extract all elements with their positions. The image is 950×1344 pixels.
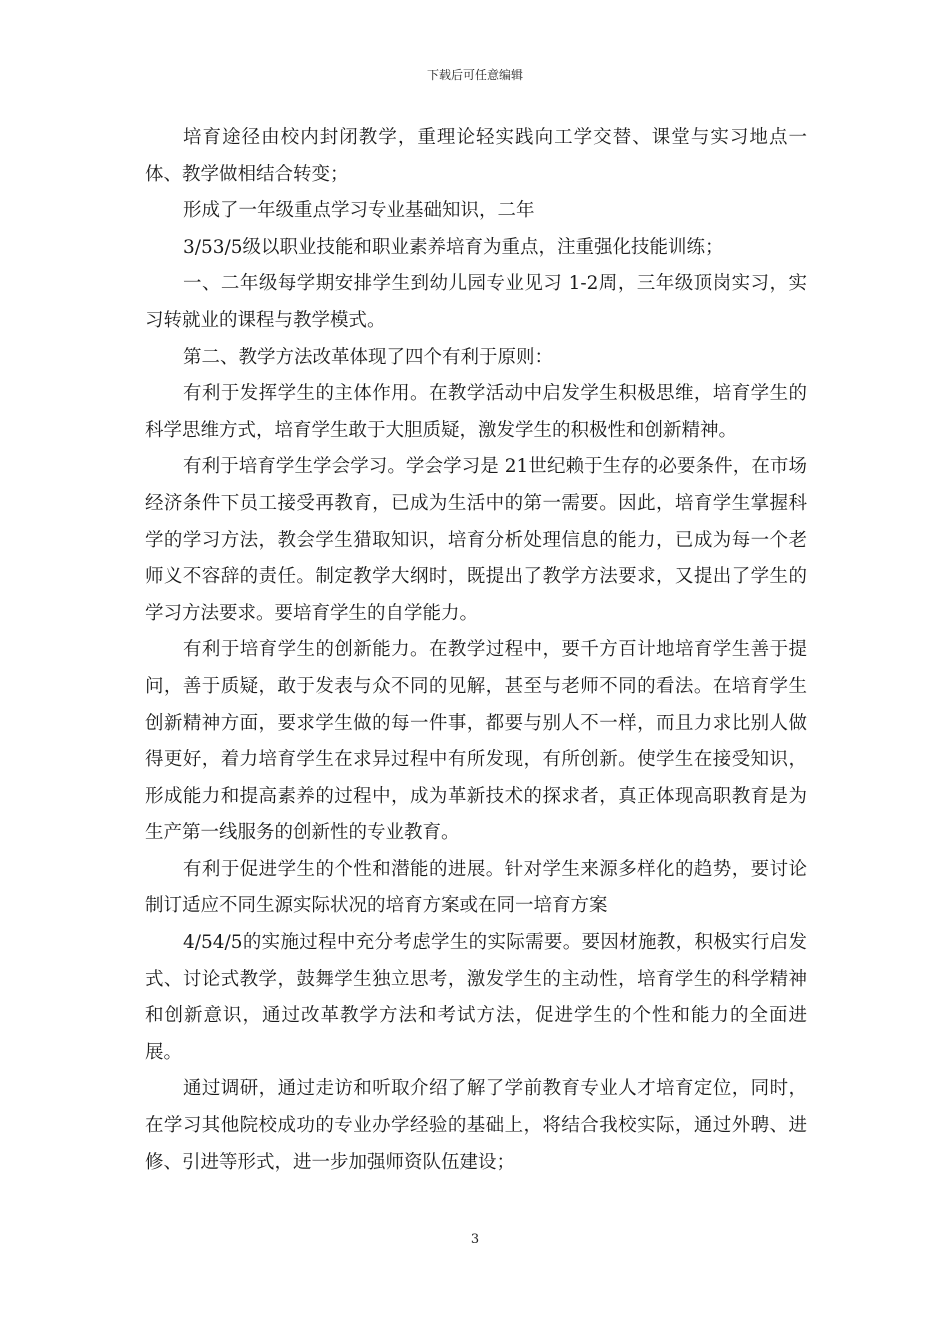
page-header: 下载后可任意编辑	[426, 68, 523, 82]
paragraph-student-role: 有利于发挥学生的主体作用。在教学活动中启发学生积极思维，培育学生的科学思维方式，培育学生敢于大胆质疑，激发学生的积极性和创新精神。	[145, 383, 807, 441]
paragraph-teaching-method-heading: 第二、教学方法改革体现了四个有利于原则：	[183, 346, 554, 368]
paragraph-skill-training: 3/53/5级以职业技能和职业素养培育为重点，注重强化技能训练；	[183, 236, 724, 258]
paragraph-faculty-building: 通过调研，通过走访和听取介绍了解了学前教育专业人才培育定位，同时，在学习其他院校成功的专业办学经验的基础上，将结合我校实际，通过外聘、进修、引进等形式，进一步加强师资队伍建设；	[145, 1078, 807, 1173]
paragraph-training-path: 培育途径由校内封闭教学，重理论轻实践向工学交替、课堂与实习地点一体、教学做相结合转变；	[145, 127, 807, 185]
paragraph-first-year: 形成了一年级重点学习专业基础知识，二年	[183, 200, 535, 222]
paragraph-innovation-ability: 有利于培育学生的创新能力。在教学过程中，要千方百计地培育学生善于提问，善于质疑，敢于发表与众不同的见解，甚至与老师不同的看法。在培育学生创新精神方面，要求学生做的每一件事，都要与别人不一样，而且力求比别人做得更好，着力培育学生在求异过程中有所发现，有所创新。使学生在接受知识，形成能力和提高素养的过程中，成为革新技术的探求者，真正体现高职教育是为生产第一线服务的创新性的专业教育。	[145, 639, 807, 844]
document-body	[145, 120, 807, 1181]
paragraph-implementation: 4/54/5的实施过程中充分考虑学生的实际需要。要因材施教，积极实行启发式、讨论式教学，鼓舞学生独立思考，激发学生的主动性，培育学生的科学精神和创新意识，通过改革教学方法和考试方法，促进学生的个性和能力的全面进展。	[145, 932, 807, 1063]
page-number: 3	[470, 1232, 480, 1247]
paragraph-individual-potential: 有利于促进学生的个性和潜能的进展。针对学生来源多样化的趋势，要讨论制订适应不同生源实际状况的培育方案或在同一培育方案	[145, 858, 807, 917]
paragraph-learning-ability: 有利于培育学生学会学习。学会学习是 21世纪赖于生存的必要条件，在市场经济条件下员工接受再教育，已成为生活中的第一需要。因此，培育学生掌握科学的学习方法，教会学生猎取知识，培育分析处理信息的能力，已成为每一个老师义不容辞的责任。制定教学大纲时，既提出了教学方法要求，又提出了学生的学习方法要求。要培育学生的自学能力。	[145, 456, 807, 624]
paragraph-internship: 一、二年级每学期安排学生到幼儿园专业见习 1-2周，三年级顶岗实习，实习转就业的课程与教学模式。	[145, 273, 807, 331]
